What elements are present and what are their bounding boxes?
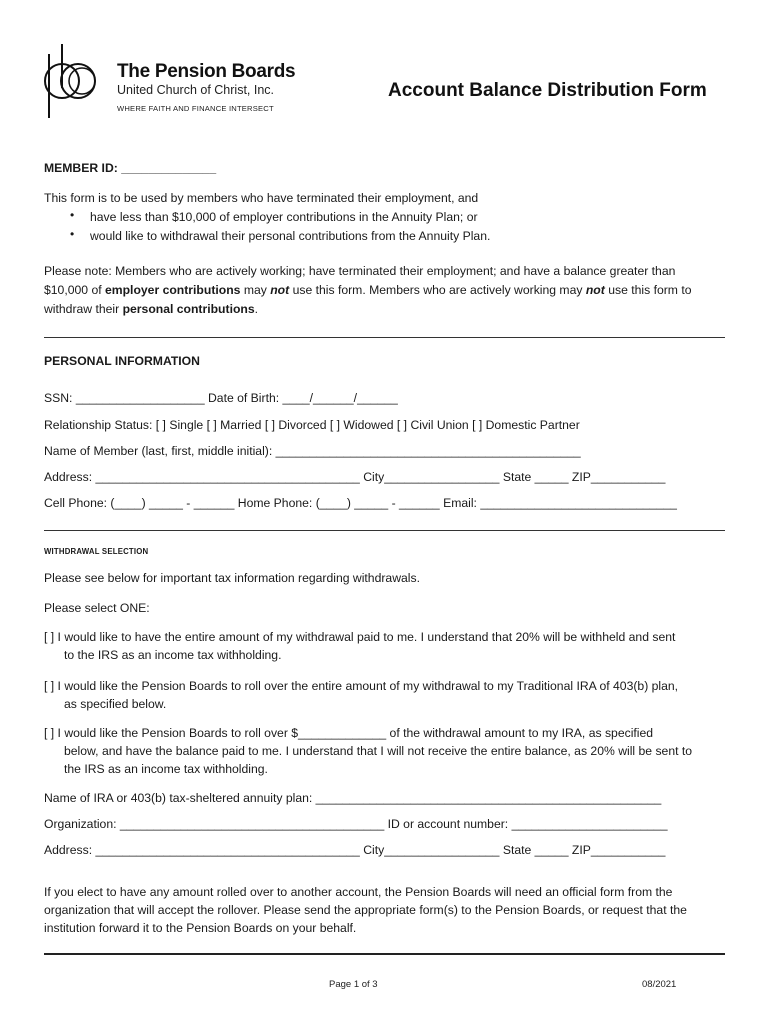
intro-bullet-icon: • — [70, 208, 75, 222]
note-emphasis: not — [585, 283, 605, 297]
logo-mark-icon — [40, 44, 106, 120]
member-id-field[interactable]: ______________ — [121, 161, 217, 175]
option-partial-rollover[interactable] — [44, 725, 692, 777]
option-line: [ ] I would like the Pension Boards to roll over $_____________ of the withdrawal amount to my IRA, as specified — [44, 726, 654, 740]
personal-info-heading: PERSONAL INFORMATION — [44, 354, 200, 368]
note-line-3 — [44, 301, 258, 317]
intro-bullet-icon: • — [70, 227, 75, 241]
rollover-note-2: organization that will accept the rollover. Please send the appropriate form(s) to the Pension Boards, or request that the — [44, 903, 687, 917]
tax-info-text: Please see below for important tax information regarding withdrawals. — [44, 571, 420, 585]
note-text: $10,000 of — [44, 283, 105, 297]
option-line: [ ] I would like to have the entire amount of my withdrawal paid to me. I understand that 20% will be withheld and sent — [44, 630, 676, 644]
footer-divider — [44, 953, 725, 955]
address-row[interactable]: Address: _______________________________________ City_________________ State _____ ZIP___________ — [44, 470, 666, 484]
divider — [44, 530, 725, 531]
page-number: Page 1 of 3 — [329, 979, 378, 990]
withdrawal-heading: WITHDRAWAL SELECTION — [44, 547, 149, 556]
note-text: may — [240, 283, 271, 297]
intro-bullet-1: have less than $10,000 of employer contributions in the Annuity Plan; or — [90, 210, 478, 224]
org-subtitle: United Church of Christ, Inc. — [117, 83, 275, 97]
member-id-label: MEMBER ID: — [44, 161, 118, 175]
note-text: withdraw their — [44, 302, 123, 316]
note-text: . — [254, 302, 259, 316]
member-name-row[interactable]: Name of Member (last, first, middle initial): _____________________________________________ — [44, 444, 581, 458]
ira-name-row[interactable]: Name of IRA or 403(b) tax-sheltered annuity plan: ___________________________________________________ — [44, 791, 662, 805]
note-emphasis: personal contributions — [122, 302, 255, 316]
relationship-status-row[interactable]: Relationship Status: [ ] Single [ ] Married [ ] Divorced [ ] Widowed [ ] Civil Union [ ] Domestic Partner — [44, 418, 580, 432]
rollover-note-3: institution forward it to the Pension Boards on your behalf. — [44, 921, 357, 935]
rollover-address-row[interactable]: Address: _______________________________________ City_________________ State _____ ZIP___________ — [44, 843, 666, 857]
note-emphasis: not — [270, 283, 290, 297]
member-id-row — [44, 160, 216, 176]
option-line: [ ] I would like the Pension Boards to roll over the entire amount of my withdrawal to my Traditional IRA of 403(b) plan, — [44, 679, 679, 693]
form-date: 08/2021 — [642, 979, 677, 990]
phone-email-row[interactable]: Cell Phone: (____) _____ - ______ Home Phone: (____) _____ - ______ Email: _____________________________ — [44, 496, 677, 510]
rollover-note-1: If you elect to have any amount rolled over to another account, the Pension Boards will need an official form from the — [44, 885, 673, 899]
org-name: The Pension Boards — [117, 61, 296, 82]
note-line-1: Please note: Members who are actively working; have terminated their employment; and have a balance greater than — [44, 264, 676, 278]
note-text: use this form to — [604, 283, 692, 297]
form-title: Account Balance Distribution Form — [388, 80, 707, 101]
option-line: the IRS as an income tax withholding. — [64, 762, 268, 776]
select-one-text: Please select ONE: — [44, 601, 150, 615]
option-line: below, and have the balance paid to me. I understand that I will not receive the entire balance, as 20% will be sent to — [64, 744, 693, 758]
intro-text: This form is to be used by members who have terminated their employment, and — [44, 191, 479, 205]
ssn-dob-row[interactable]: SSN: ___________________ Date of Birth: ____/______/______ — [44, 391, 398, 405]
option-line: as specified below. — [64, 697, 167, 711]
note-line-2 — [44, 282, 692, 298]
divider — [44, 337, 725, 338]
note-text: use this form. Members who are actively working may — [289, 283, 586, 297]
note-emphasis: employer contributions — [105, 283, 241, 297]
option-full-rollover[interactable] — [44, 678, 678, 712]
organization-row[interactable]: Organization: _______________________________________ ID or account number: _______________________ — [44, 817, 668, 831]
option-line: to the IRS as an income tax withholding. — [64, 648, 282, 662]
pension-boards-logo — [40, 44, 106, 120]
org-tagline: WHERE FAITH AND FINANCE INTERSECT — [117, 104, 274, 113]
intro-bullet-2: would like to withdrawal their personal contributions from the Annuity Plan. — [90, 229, 491, 243]
option-full-payment[interactable] — [44, 629, 675, 663]
